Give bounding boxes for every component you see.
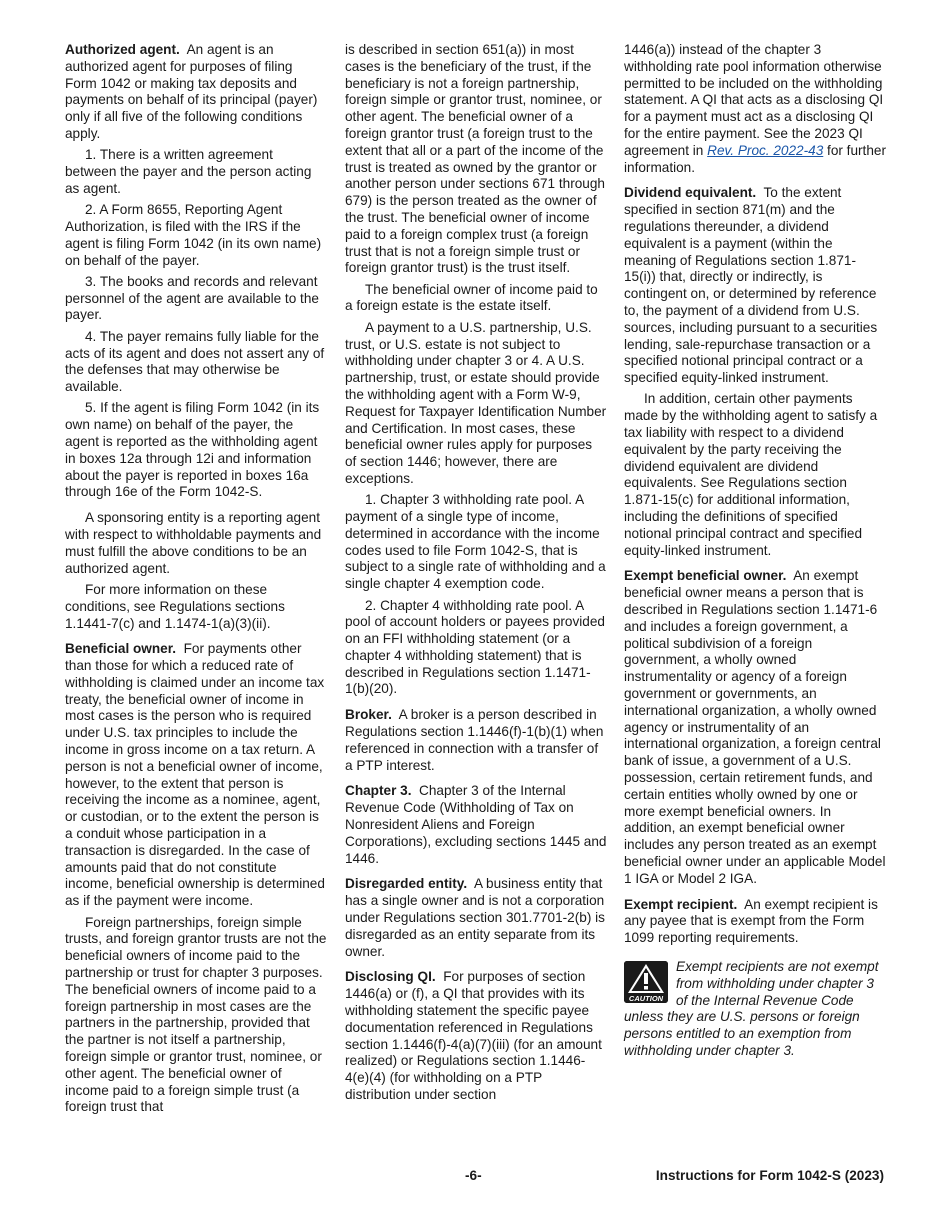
condition-2: 2. A Form 8655, Reporting Agent Authorization, is filed with the IRS if the agent is filing Form 1042 (in its own name) on behalf of the payer. <box>65 202 322 268</box>
exempt-beneficial-owner-paragraph <box>624 568 886 887</box>
exempt-beneficial-owner-text: An exempt beneficial owner means a person that is described in Regulations section 1.1471-6 and includes a foreign government, a political subdivision of a foreign government, a wholly owned instrumentality or agency of a foreign government or governments, an international organization, a wholly owned agency or instrumentality of an international organization, a foreign central bank of issue, a government of a U.S. possession, certain retirement funds, and certain entities wholly owned by one or more exempt beneficial owners. In addition, an exempt beneficial owner includes any person treated as an exempt beneficial owner under an applicable Model 1 IGA or Model 2 IGA. <box>624 568 886 886</box>
caution-text: Exempt recipients are not exempt from withholding under chapter 3 of the Internal Revenue Code unless they are U.S. persons or foreign persons entitled to an exemption from withholding under chapter 3. <box>624 958 879 1058</box>
chapter-3-paragraph <box>345 783 607 867</box>
disclosing-qi-continuation <box>624 42 886 176</box>
continuation-end-text: for further information. <box>624 142 886 175</box>
condition-3: 3. The books and records and relevant personnel of the agent are available to the payer. <box>65 273 319 323</box>
sponsoring-entity-paragraph: A sponsoring entity is a reporting agent with respect to withholdable payments and must fulfill the above conditions to be an authorized agent. <box>65 510 322 576</box>
us-partnership-paragraph: A payment to a U.S. partnership, U.S. trust, or U.S. estate is not subject to withholding under chapter 3 or 4. A U.S. partnership, trust, or estate should provide the withholding agent with a Form W-9, Request for Taxpayer Identification Number and Certification. In most cases, these beneficial owner rules apply for purposes of section 1446; however, there are exceptions. <box>345 319 607 486</box>
in-addition-paragraph: In addition, certain other payments made by the withholding agent to satisfy a tax liability with respect to a dividend equivalent by the party receiving the dividend equivalent are dividend equivalents. See Regulations section 1.871-15(c) for additional information, including the definitions of specified notional principal contract and specified equity-linked instrument. <box>624 391 878 558</box>
rev-proc-link[interactable]: Rev. Proc. 2022-43 <box>707 142 824 158</box>
caution-icon <box>624 961 668 1003</box>
exempt-recipient-paragraph <box>624 897 886 947</box>
condition-4: 4. The payer remains fully liable for the acts of its agent and does not assert any of the defenses that may otherwise be available. <box>65 328 325 395</box>
caution-note <box>624 959 886 1060</box>
authorized-agent-text: An agent is an authorized agent for purposes of filing Form 1042 or making tax deposits and payments on behalf of its principal (payer) only if all five of the following conditions apply. <box>65 42 318 141</box>
column-1 <box>65 42 327 1121</box>
beneficial-owner-text: For payments other than those for which a reduced rate of withholding is claimed under an income tax treaty, the beneficial owner of income in most cases is the person who is required under U.S. tax principles to include the income in gross income on a tax return. A person is not a beneficial owner of income, however, to the extent that person is receiving the income as a nominee, agent, or custodian, or to the extent the person is a conduit whose participation in a transaction is disregarded. In the case of amounts paid that do not constitute income, beneficial ownership is determined as if the payment were income. <box>65 641 325 909</box>
continuation-text: 1446(a)) instead of the chapter 3 withholding rate pool information otherwise permitted to be included on the withholding statement. A QI that acts as a disclosing QI for a payment must act as a disclosing QI for the entire payment. See the 2023 QI agreement in <box>624 42 884 158</box>
page-number: -6- <box>465 1168 482 1183</box>
term-beneficial-owner: Beneficial owner. <box>65 641 177 657</box>
term-exempt-beneficial-owner: Exempt beneficial owner. <box>624 568 787 584</box>
dividend-equivalent-text: To the extent specified in section 871(m) and the regulations thereunder, a dividend equivalent is a payment (within the meaning of Regulations section 1.871-15(i)) that, directly or indirectly, is contingent on, or determined by reference to, the payment of a dividend from U.S. sources, including pursuant to a securities lending, sale-repurchase transaction or a specified notional principal contract or a specified equity-linked instrument. <box>624 185 878 386</box>
caution-label: CAUTION <box>628 993 664 1003</box>
disregarded-entity-text: A business entity that has a single owner and is not a corporation under Regulations section 301.7701-2(b) is disregarded as an entity separate from its owner. <box>345 876 605 959</box>
disregarded-entity-paragraph <box>345 876 607 960</box>
condition-1: 1. There is a written agreement between the payer and the person acting as agent. <box>65 147 312 196</box>
beneficial-owner-paragraph <box>65 641 327 910</box>
term-broker: Broker. <box>345 707 392 723</box>
term-chapter-3: Chapter 3. <box>345 783 412 799</box>
chapter-3-text: Chapter 3 of the Internal Revenue Code (Withholding of Tax on Nonresident Aliens and Foreign Corporations), excluding sections 1445 and 1446. <box>345 783 607 866</box>
disclosing-qi-text: For purposes of section 1446(a) or (f), a QI that provides with its withholding statement the specific payee documentation referenced in Regulations section 1.1446(f)-4(a)(7)(iii) (for an amount realized) or Regulations section 1.1446-4(e)(4) (for withholding on a PTP distribution under section <box>345 969 602 1103</box>
exempt-recipient-text: An exempt recipient is any payee that is exempt from the Form 1099 reporting requirements. <box>624 896 878 946</box>
dividend-equivalent-paragraph <box>624 185 886 387</box>
column-2 <box>345 42 607 1108</box>
broker-paragraph <box>345 707 607 774</box>
authorized-agent-paragraph <box>65 42 327 143</box>
term-disregarded-entity: Disregarded entity. <box>345 876 468 892</box>
broker-text: A broker is a person described in Regulations section 1.1446(f)-1(b)(1) when referenced in connection with a transfer of a PTP interest. <box>345 707 604 773</box>
foreign-estate-paragraph: The beneficial owner of income paid to a foreign estate is the estate itself. <box>345 281 598 314</box>
more-info-paragraph: For more information on these conditions, see Regulations sections 1.1441-7(c) and 1.1474-1(a)(3)(ii). <box>65 581 285 631</box>
term-disclosing-qi: Disclosing QI. <box>345 969 436 985</box>
withholding-pool-2: 2. Chapter 4 withholding rate pool. A pool of account holders or payees provided on an FFI withholding statement (or a chapter 4 withholding statement) that is described in Regulations section 1.1471-1(b)(20). <box>345 597 605 697</box>
condition-5: 5. If the agent is filing Form 1042 (in its own name) on behalf of the payer, the agent is reported as the withholding agent in boxes 12a through 12i and information about the payer is reported in boxes 16a through 16e of the Form 1042-S. <box>65 400 320 500</box>
footer-title: Instructions for Form 1042-S (2023) <box>655 1168 884 1183</box>
trust-continuation-paragraph: is described in section 651(a)) in most cases is the beneficiary of the trust, if the beneficiary is not a foreign partnership, foreign simple or grantor trust, nominee, or other agent. The beneficial owner of a foreign grantor trust (a foreign trust to the extent that all or a part of the income of the trust is treated as owned by the grantor or another person under sections 671 through 679) is the person treated as the owner of the trust. The beneficial owner of income paid to a foreign complex trust (a foreign trust that is not a foreign simple trust or foreign grantor trust) is the trust itself. <box>345 42 605 276</box>
term-dividend-equivalent: Dividend equivalent. <box>624 185 757 201</box>
disclosing-qi-paragraph <box>345 969 607 1103</box>
column-3 <box>624 42 886 1060</box>
term-exempt-recipient: Exempt recipient. <box>624 896 738 912</box>
foreign-partnerships-paragraph: Foreign partnerships, foreign simple trusts, and foreign grantor trusts are not the beneficial owners of income paid to the partnership or trust for chapter 3 purposes. The beneficial owners of income paid to a foreign partnership in most cases are the partners in the partnership, provided that the partner is not itself a partnership, foreign simple or grantor trust, nominee, or other agent. The beneficial owner of income paid to a foreign simple trust (a foreign trust that <box>65 914 327 1115</box>
withholding-pool-1: 1. Chapter 3 withholding rate pool. A payment of a single type of income, determined in accordance with the income codes used to file Form 1042-S, that is subject to a single rate of withholding and a single chapter 4 exemption code. <box>345 492 606 592</box>
term-authorized-agent: Authorized agent. <box>65 42 180 57</box>
